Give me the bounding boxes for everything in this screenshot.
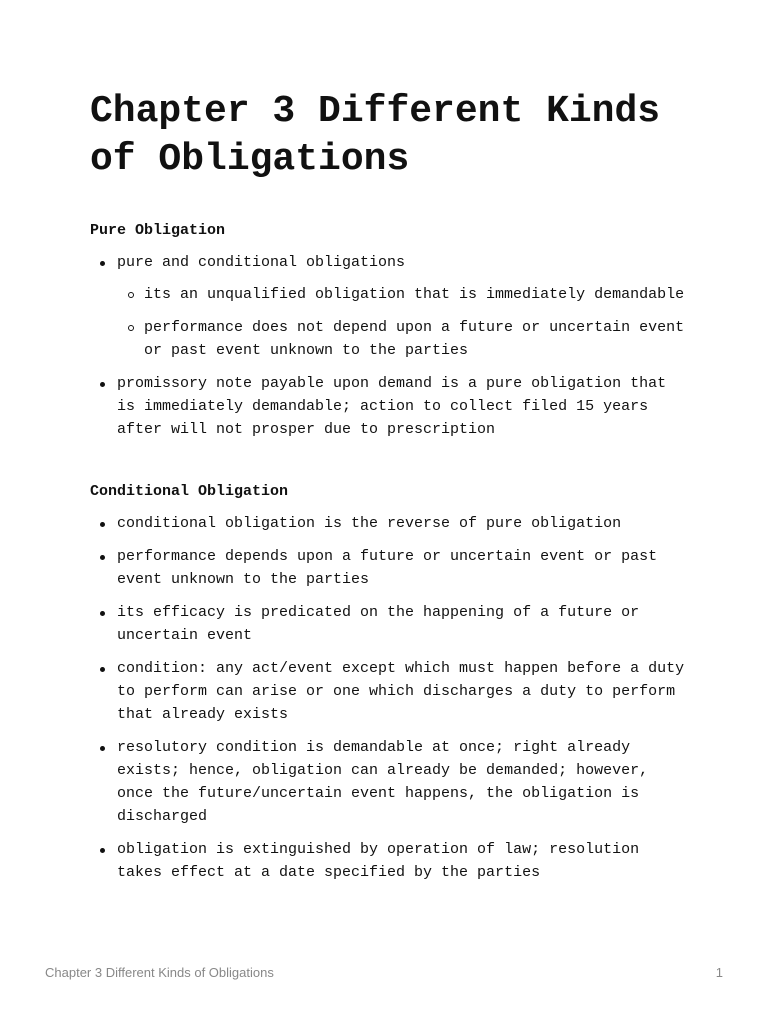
footer-page-number: 1 xyxy=(715,965,723,980)
list-item xyxy=(90,736,690,828)
list-item-text: obligation is extinguished by operation of law; resolution takes effect at a date specified by the parties xyxy=(117,841,640,881)
list-item xyxy=(90,657,690,726)
bullet-icon xyxy=(100,555,105,560)
list-item-text: conditional obligation is the reverse of pure obligation xyxy=(117,515,622,532)
list-item xyxy=(90,512,690,535)
bullet-icon xyxy=(100,848,105,853)
page-title: Chapter 3 Different Kinds of Obligations xyxy=(90,90,661,181)
list-item xyxy=(90,601,690,647)
list-item xyxy=(90,251,690,362)
conditional-obligation-list xyxy=(90,512,690,884)
list-item-text: promissory note payable upon demand is a pure obligation that is immediately demandable; action to collect filed 15 years after will not prosper due to prescription xyxy=(117,375,667,438)
list-item-text: its efficacy is predicated on the happening of a future or uncertain event xyxy=(117,604,640,644)
footer-document-title: Chapter 3 Different Kinds of Obligations xyxy=(45,965,274,980)
hollow-bullet-icon xyxy=(128,292,134,298)
list-item xyxy=(90,838,690,884)
bullet-icon xyxy=(100,746,105,751)
section-heading-pure-obligation: Pure Obligation xyxy=(90,222,226,239)
sub-list-item xyxy=(117,316,690,362)
pure-obligation-list xyxy=(90,251,690,441)
bullet-icon xyxy=(100,382,105,387)
list-item-text: resolutory condition is demandable at once; right already exists; hence, obligation can already be demanded; however, once the future/uncertain event happens, the obligation is discharged xyxy=(117,739,649,825)
bullet-icon xyxy=(100,667,105,672)
sub-list-item xyxy=(117,283,690,306)
list-item-text: performance depends upon a future or uncertain event or past event unknown to the parties xyxy=(117,548,658,588)
bullet-icon xyxy=(100,611,105,616)
sub-list-item-text: its an unqualified obligation that is immediately demandable xyxy=(144,286,685,303)
list-item xyxy=(90,545,690,591)
list-item-text: condition: any act/event except which must happen before a duty to perform can arise or one which discharges a duty to perform that already exists xyxy=(117,660,685,723)
document-page xyxy=(90,88,690,894)
list-item-text: pure and conditional obligations xyxy=(117,254,406,271)
hollow-bullet-icon xyxy=(128,325,134,331)
sub-list xyxy=(117,283,690,362)
bullet-icon xyxy=(100,261,105,266)
sub-list-item-text: performance does not depend upon a future or uncertain event or past event unknown to the parties xyxy=(144,319,685,359)
section-heading-conditional-obligation: Conditional Obligation xyxy=(90,483,289,500)
bullet-icon xyxy=(100,522,105,527)
list-item xyxy=(90,372,690,441)
